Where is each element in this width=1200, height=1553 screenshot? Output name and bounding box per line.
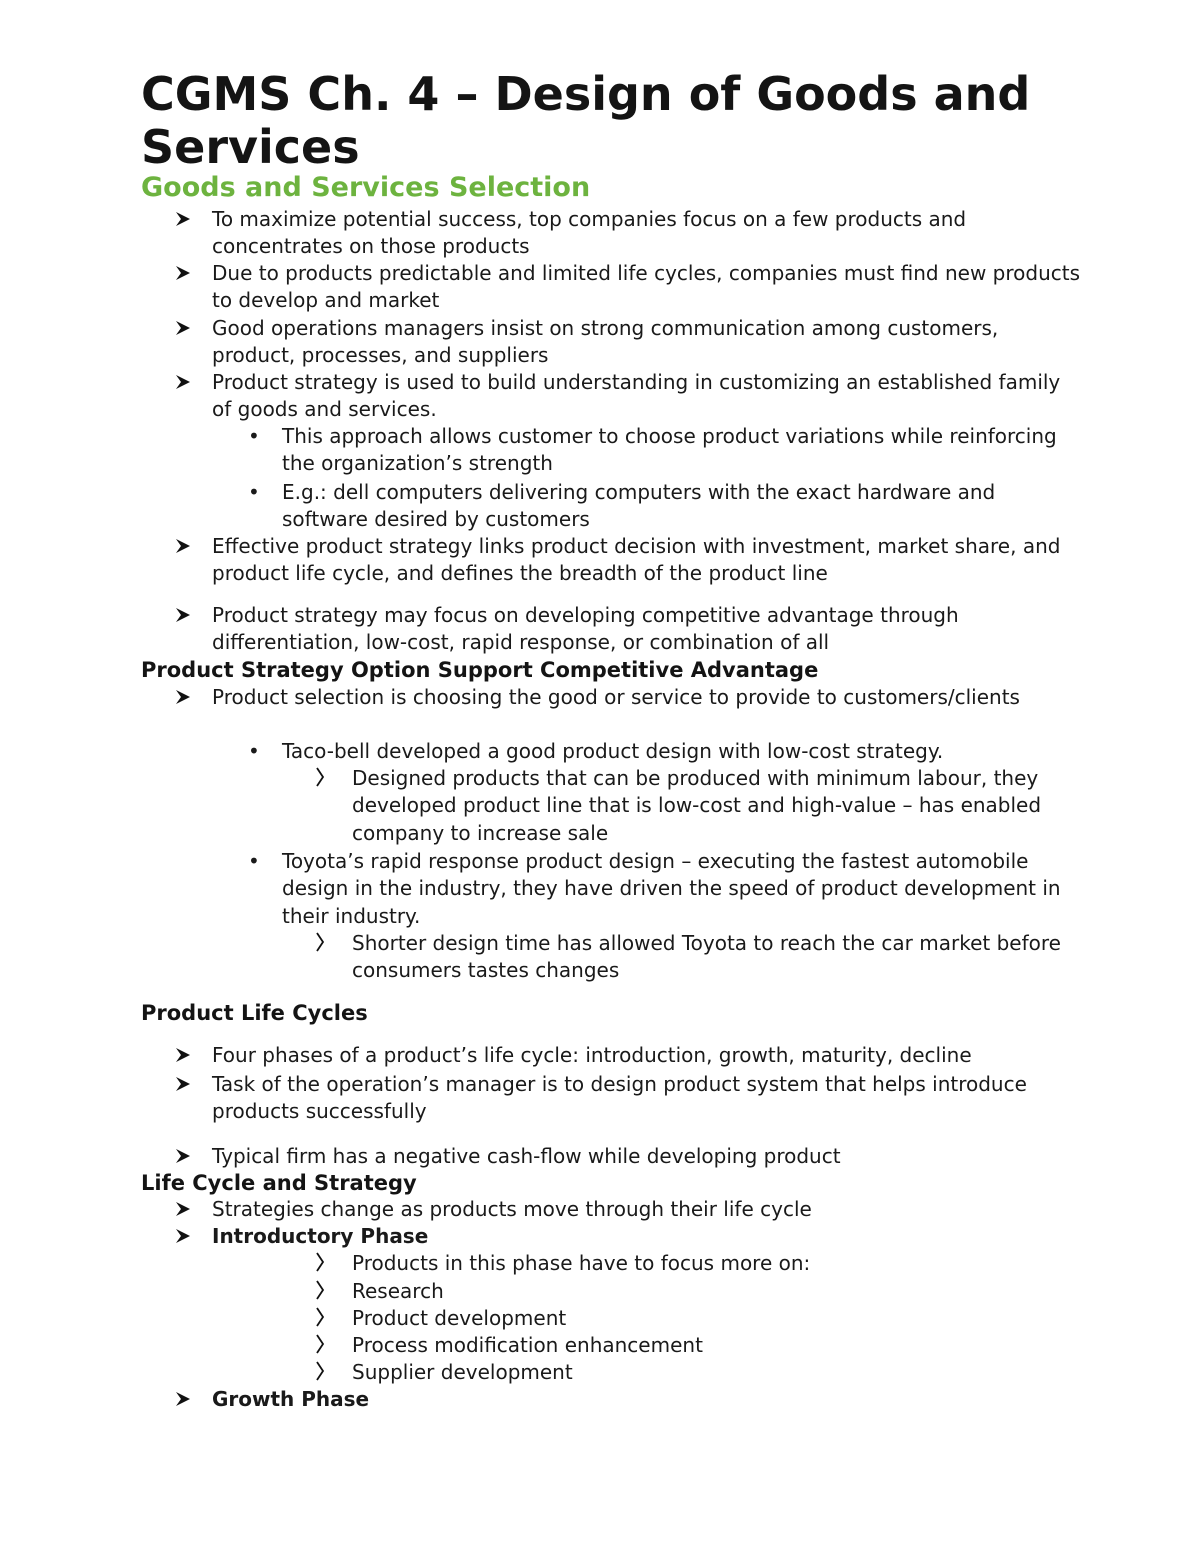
- list-item: Process modification enhancement: [352, 1332, 1082, 1359]
- dot-bullet-icon: •: [248, 849, 260, 873]
- list-item: Shorter design time has allowed Toyota to reach the car market before consumers tastes changes: [352, 930, 1082, 985]
- heading-goods-services-selection: Goods and Services Selection: [141, 172, 591, 203]
- chevron-bullet-icon: [315, 1334, 325, 1354]
- dot-bullet-icon: •: [248, 424, 260, 448]
- list-item: Product development: [352, 1305, 1082, 1332]
- arrowhead-bullet-icon: [175, 1201, 191, 1217]
- list-item: Product selection is choosing the good or service to provide to customers/clients: [212, 684, 1082, 711]
- document-title: CGMS Ch. 4 – Design of Goods and Services: [141, 67, 1031, 174]
- arrowhead-bullet-icon: [175, 211, 191, 227]
- chevron-bullet-icon: [315, 932, 325, 952]
- list-item: • Toyota’s rapid response product design – executing the fastest automobile design in the industry, they have driven the speed of product development in their industry.: [248, 849, 1061, 928]
- list-item: • This approach allows customer to choose product variations while reinforcing the organization’s strength: [248, 424, 1057, 476]
- arrowhead-bullet-icon: [175, 1047, 191, 1063]
- list-item: • Taco-bell developed a good product design with low-cost strategy.: [282, 738, 1082, 765]
- list-item: Growth Phase: [212, 1386, 1082, 1413]
- arrowhead-bullet-icon: [175, 538, 191, 554]
- list-item: Product strategy is used to build understanding in customizing an established family of goods and services.: [212, 369, 1082, 424]
- arrowhead-bullet-icon: [175, 265, 191, 281]
- list-item: Task of the operation’s manager is to design product system that helps introduce products successfully: [212, 1071, 1082, 1126]
- arrowhead-bullet-icon: [175, 607, 191, 623]
- heading-strategy-option: Product Strategy Option Support Competitive Advantage: [141, 658, 819, 682]
- heading-life-cycle-strategy: Life Cycle and Strategy: [141, 1171, 417, 1195]
- list-item: Introductory Phase: [212, 1223, 1082, 1250]
- list-item: • E.g.: dell computers delivering computers with the exact hardware and software desired by customers: [248, 480, 996, 532]
- list-item: Supplier development: [352, 1359, 1082, 1386]
- arrowhead-bullet-icon: [175, 1228, 191, 1244]
- list-item: Good operations managers insist on strong communication among customers, product, processes, and suppliers: [212, 315, 1082, 370]
- list-item: Product strategy may focus on developing competitive advantage through differentiation, low-cost, rapid response, or combination of all: [212, 602, 1082, 657]
- list-item: Research: [352, 1278, 1082, 1305]
- list-item: Designed products that can be produced with minimum labour, they developed product line that is low-cost and high-value – has enabled company to increase sale: [352, 765, 1082, 847]
- list-item: Typical firm has a negative cash-flow while developing product: [212, 1143, 1082, 1170]
- arrowhead-bullet-icon: [175, 1148, 191, 1164]
- list-item: Four phases of a product’s life cycle: introduction, growth, maturity, decline: [212, 1042, 1082, 1069]
- dot-bullet-icon: •: [248, 480, 260, 504]
- arrowhead-bullet-icon: [175, 1076, 191, 1092]
- dot-bullet-icon: •: [248, 739, 260, 763]
- chevron-bullet-icon: [315, 767, 325, 787]
- arrowhead-bullet-icon: [175, 689, 191, 705]
- list-item: Strategies change as products move through their life cycle: [212, 1196, 1082, 1223]
- chevron-bullet-icon: [315, 1280, 325, 1300]
- arrowhead-bullet-icon: [175, 1391, 191, 1407]
- arrowhead-bullet-icon: [175, 374, 191, 390]
- list-item: To maximize potential success, top companies focus on a few products and concentrates on those products: [212, 206, 1082, 261]
- chevron-bullet-icon: [315, 1252, 325, 1272]
- list-item: Effective product strategy links product decision with investment, market share, and product life cycle, and defines the breadth of the product line: [212, 533, 1082, 588]
- list-item: Due to products predictable and limited life cycles, companies must find new products to develop and market: [212, 260, 1082, 315]
- chevron-bullet-icon: [315, 1307, 325, 1327]
- list-item: Products in this phase have to focus more on:: [352, 1250, 1082, 1277]
- arrowhead-bullet-icon: [175, 320, 191, 336]
- chevron-bullet-icon: [315, 1361, 325, 1381]
- heading-product-life-cycles: Product Life Cycles: [141, 1001, 368, 1025]
